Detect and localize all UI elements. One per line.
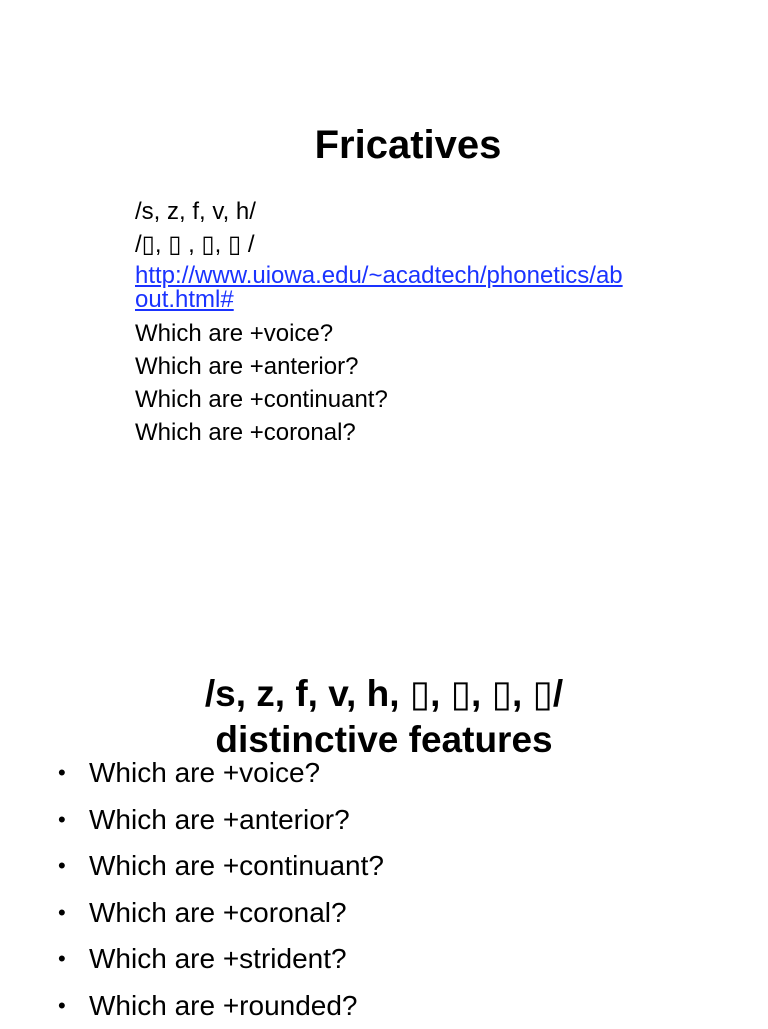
question-line: Which are +coronal? [135, 416, 735, 449]
question-line: Which are +continuant? [135, 383, 735, 416]
slide2-title-line: /s, z, f, v, h, ▯, ▯, ▯, ▯/ [0, 671, 768, 717]
question-line: Which are +anterior? [135, 350, 735, 383]
list-item: • Which are +rounded? [58, 983, 738, 1029]
question-line: Which are +voice? [135, 317, 735, 350]
list-item: • Which are +anterior? [58, 797, 738, 844]
phonetics-link[interactable]: http://www.uiowa.edu/~acadtech/phonetics/about.html# [135, 264, 625, 312]
phoneme-list-line: /▯, ▯ , ▯, ▯ / [135, 228, 735, 261]
list-item: • Which are +voice? [58, 750, 738, 797]
slide2-title [0, 671, 768, 763]
slide1-body [135, 195, 735, 449]
phoneme-list-line: /s, z, f, v, h/ [135, 195, 735, 228]
slide1-title: Fricatives [0, 121, 768, 169]
list-item: • Which are +strident? [58, 936, 738, 983]
list-item: • Which are +coronal? [58, 890, 738, 937]
list-item: • Which are +continuant? [58, 843, 738, 890]
feature-question-list [58, 750, 738, 1029]
slide2-title-line: distinctive features [0, 717, 768, 763]
